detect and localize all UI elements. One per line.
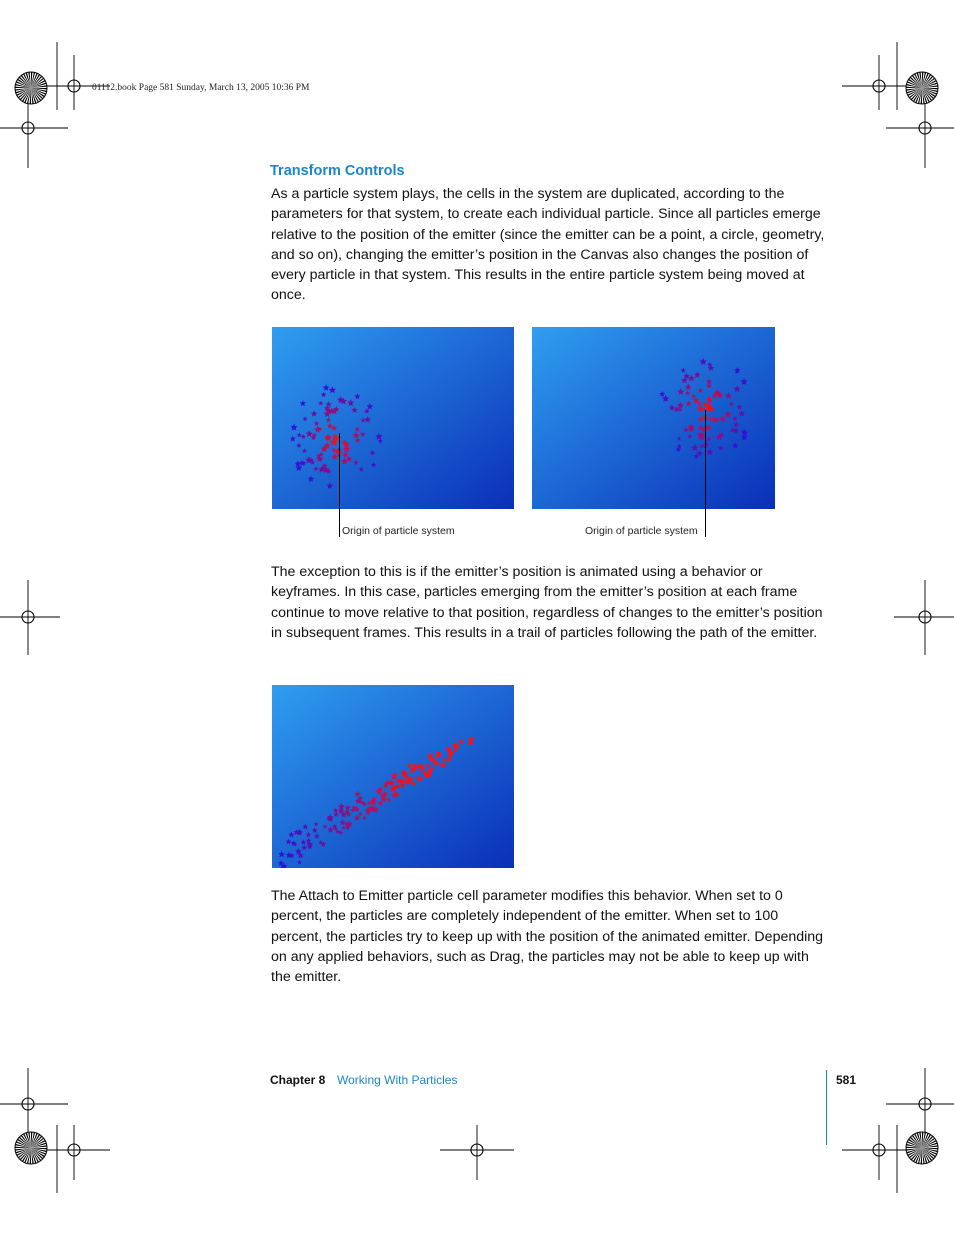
- paragraph-transform-intro: [271, 184, 831, 306]
- callout-line-left: [339, 433, 340, 537]
- print-meta: 01112.book Page 581 Sunday, March 13, 2005 10:36 PM: [92, 83, 310, 93]
- page-number: 581: [836, 1073, 857, 1087]
- caption-origin-left: Origin of particle system: [342, 525, 455, 537]
- paragraph-text: As a particle system plays, the cells in the system are duplicated, according to the parameters for that system, to create each individual particle. Since all particles emerge relative to the position of the emitter (since the emitter can be a point, a circle, geometry, and so on), changing the emitter’s position in the Canvas also changes the position of every particle in that system. This results in the entire particle system being moved at once.: [271, 186, 825, 304]
- canvas-screenshot-after: [532, 327, 775, 509]
- canvas-background: [272, 327, 514, 509]
- paragraph-attach-to-emitter: [271, 886, 831, 987]
- canvas-background: [532, 327, 775, 509]
- footer-chapter: Chapter 8: [270, 1073, 326, 1087]
- canvas-screenshot-before: [272, 327, 514, 509]
- paragraph-text: The exception to this is if the emitter’s position is animated using a behavior or keyframes. In this case, particles emerging from the emitter’s position at each frame continue to move relative to that position, regardless of changes to the emitter’s position in subsequent frames. This results in a trail of particles following the path of the emitter.: [271, 564, 823, 641]
- caption-origin-right: Origin of particle system: [585, 525, 698, 537]
- paragraph-exception: [271, 562, 831, 643]
- footer-chapter-title: Working With Particles: [337, 1073, 458, 1087]
- canvas-screenshot-trail: [272, 685, 514, 868]
- section-title: Transform Controls: [270, 163, 405, 179]
- paragraph-text: The Attach to Emitter particle cell parameter modifies this behavior. When set to 0 percent, the particles are completely independent of the emitter. When set to 100 percent, the particles try to keep up with the position of the animated emitter. Depending on any applied behaviors, such as Drag, the particles may not be able to keep up with the emitter.: [271, 888, 824, 986]
- footer-divider: [826, 1070, 827, 1145]
- callout-line-right: [705, 410, 706, 537]
